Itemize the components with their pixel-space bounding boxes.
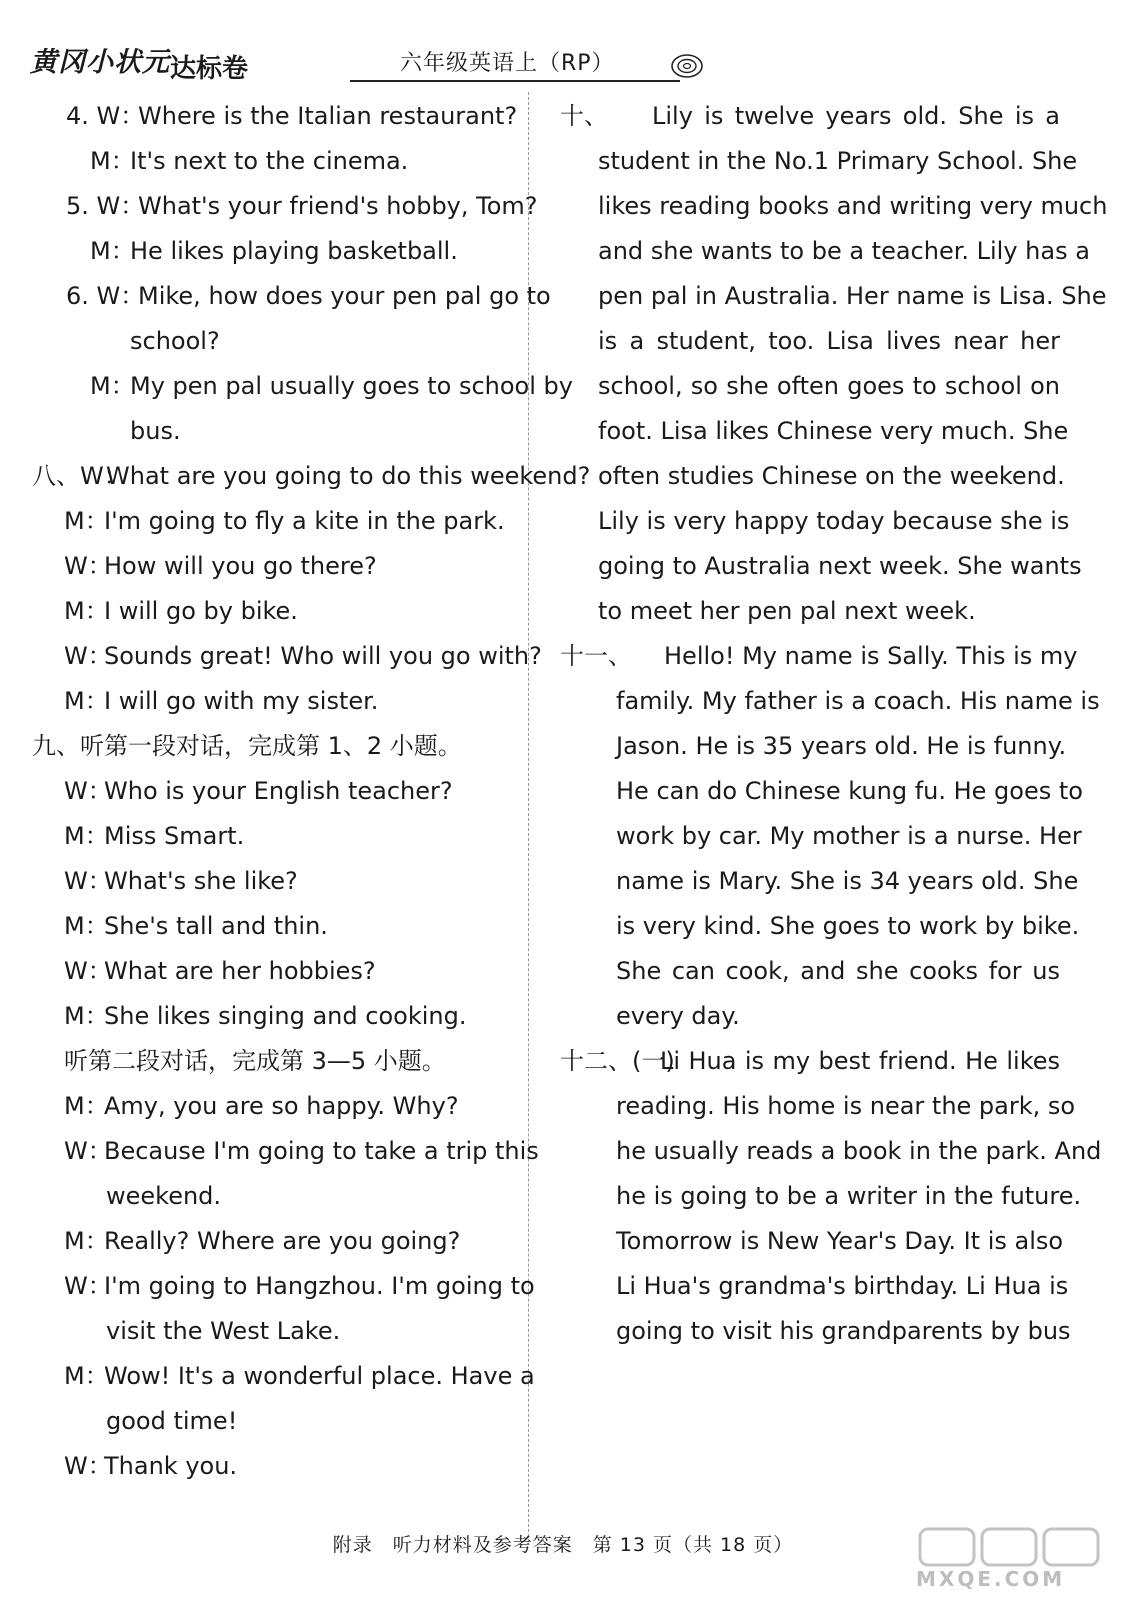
right-line bbox=[560, 94, 1060, 139]
line-text: school? bbox=[130, 327, 220, 355]
line-text: I'm going to Hangzhou. I'm going to bbox=[104, 1272, 535, 1300]
speaker-label: W： bbox=[64, 1137, 112, 1165]
brand-subtitle: 达标卷 bbox=[170, 54, 249, 84]
line-text: He can do Chinese kung fu. He goes to bbox=[616, 777, 1083, 805]
line-text: Li Hua's grandma's birthday. Li Hua is bbox=[616, 1272, 1069, 1300]
speaker-label: M： bbox=[64, 1002, 109, 1030]
left-line bbox=[32, 364, 573, 409]
speaker-label: W： bbox=[64, 552, 112, 580]
line-text: Wow! It's a wonderful place. Have a bbox=[104, 1362, 535, 1390]
line-text: Who is your English teacher? bbox=[104, 777, 453, 805]
right-line bbox=[560, 769, 1083, 814]
right-line bbox=[560, 589, 1060, 634]
right-line bbox=[560, 319, 1060, 364]
right-line bbox=[560, 634, 1078, 679]
line-text: My pen pal usually goes to school by bbox=[130, 372, 573, 400]
speaker-label: M： bbox=[64, 1362, 109, 1390]
right-line bbox=[560, 364, 1060, 409]
right-line bbox=[560, 1084, 1076, 1129]
speaker-label: M： bbox=[90, 237, 135, 265]
speaker-label: M： bbox=[64, 597, 109, 625]
watermark-logo bbox=[916, 1525, 1106, 1595]
line-text: Thank you. bbox=[104, 1452, 238, 1480]
line-text: visit the West Lake. bbox=[106, 1317, 341, 1345]
line-text: 九、听第一段对话，完成第 1、2 小题。 bbox=[32, 732, 462, 760]
left-line bbox=[32, 229, 522, 274]
left-line bbox=[32, 1219, 522, 1264]
line-text: Li Hua is my best friend. He likes bbox=[660, 1047, 1060, 1075]
left-line bbox=[32, 319, 522, 364]
left-line bbox=[32, 589, 522, 634]
speaker-label: 十、 bbox=[560, 102, 608, 130]
line-text: every day. bbox=[616, 1002, 740, 1030]
speaker-label: W： bbox=[64, 957, 112, 985]
left-line bbox=[32, 1264, 535, 1309]
right-line bbox=[560, 994, 1060, 1039]
line-text: Where is the Italian restaurant? bbox=[138, 102, 518, 130]
left-line bbox=[32, 499, 522, 544]
left-line bbox=[32, 454, 591, 499]
left-line bbox=[32, 1399, 522, 1444]
speaker-label: M： bbox=[64, 1092, 109, 1120]
line-text: good time! bbox=[106, 1407, 238, 1435]
line-text: is very kind. She goes to work by bike. bbox=[616, 912, 1080, 940]
speaker-label: M： bbox=[90, 372, 135, 400]
right-line bbox=[560, 544, 1082, 589]
left-line bbox=[32, 994, 522, 1039]
speaker-label: 十二、(一) bbox=[560, 1047, 675, 1075]
right-line bbox=[560, 814, 1082, 859]
speaker-label: M： bbox=[64, 1227, 109, 1255]
line-text: and she wants to be a teacher. Lily has a bbox=[598, 237, 1090, 265]
line-text: Hello! My name is Sally. This is my bbox=[664, 642, 1078, 670]
line-text: Sounds great! Who will you go with? bbox=[104, 642, 542, 670]
speaker-label: W： bbox=[64, 1272, 112, 1300]
right-line bbox=[560, 1129, 1102, 1174]
line-text: work by car. My mother is a nurse. Her bbox=[616, 822, 1082, 850]
line-text: I will go by bike. bbox=[104, 597, 298, 625]
line-text: to meet her pen pal next week. bbox=[598, 597, 976, 625]
speaker-label: M： bbox=[64, 507, 109, 535]
line-text: going to visit his grandparents by bus bbox=[616, 1317, 1071, 1345]
speaker-label: 5. W： bbox=[66, 192, 145, 220]
line-text: likes reading books and writing very much bbox=[598, 192, 1108, 220]
speaker-label: 十一、 bbox=[560, 642, 632, 670]
left-line bbox=[32, 94, 522, 139]
brand-logo: 黄冈小状元 bbox=[30, 47, 170, 78]
left-column bbox=[32, 94, 591, 1489]
speaker-label: W： bbox=[64, 642, 112, 670]
left-line bbox=[32, 679, 522, 724]
line-text: Really? Where are you going? bbox=[104, 1227, 461, 1255]
speaker-label: M： bbox=[64, 687, 109, 715]
line-text: bus. bbox=[130, 417, 181, 445]
right-column bbox=[560, 94, 1108, 1354]
line-text: often studies Chinese on the weekend. bbox=[598, 462, 1065, 490]
right-line bbox=[560, 274, 1107, 319]
left-line bbox=[32, 904, 522, 949]
line-text: is a student, too. Lisa lives near her bbox=[598, 327, 1060, 355]
left-line bbox=[32, 139, 522, 184]
speaker-label: W： bbox=[64, 1452, 112, 1480]
line-text: Amy, you are so happy. Why? bbox=[104, 1092, 459, 1120]
line-text: What's your friend's hobby, Tom? bbox=[138, 192, 538, 220]
page-footer: 附录 听力材料及参考答案 第 13 页（共 18 页） bbox=[332, 1534, 794, 1556]
right-line bbox=[560, 184, 1108, 229]
right-line bbox=[560, 139, 1078, 184]
speaker-label: 八、W： bbox=[32, 462, 128, 490]
speaker-label: M： bbox=[64, 822, 109, 850]
line-text: She can cook, and she cooks for us bbox=[616, 957, 1060, 985]
line-text: How will you go there? bbox=[104, 552, 377, 580]
line-text: student in the No.1 Primary School. She bbox=[598, 147, 1078, 175]
watermark-stamp-icon bbox=[916, 1525, 1106, 1569]
right-line bbox=[560, 229, 1090, 274]
line-text: reading. His home is near the park, so bbox=[616, 1092, 1076, 1120]
line-text: Lily is twelve years old. She is a bbox=[652, 102, 1060, 130]
line-text: foot. Lisa likes Chinese very much. She bbox=[598, 417, 1069, 445]
left-line bbox=[32, 1309, 522, 1354]
left-line bbox=[32, 409, 522, 454]
right-line bbox=[560, 1309, 1071, 1354]
left-line bbox=[32, 949, 522, 994]
right-line bbox=[560, 499, 1070, 544]
left-line bbox=[32, 1084, 522, 1129]
line-text: Lily is very happy today because she is bbox=[598, 507, 1070, 535]
left-line bbox=[32, 544, 522, 589]
header-title: 六年级英语上（RP） bbox=[400, 51, 615, 76]
watermark-text: MXQE.COM bbox=[916, 1567, 1066, 1591]
line-text: he is going to be a writer in the future. bbox=[616, 1182, 1082, 1210]
right-line bbox=[560, 454, 1065, 499]
page-header bbox=[30, 40, 690, 90]
line-text: It's next to the cinema. bbox=[130, 147, 409, 175]
speaker-label: W： bbox=[64, 867, 112, 895]
speaker-label: 6. W： bbox=[66, 282, 145, 310]
left-line bbox=[32, 1354, 535, 1399]
right-line bbox=[560, 1174, 1082, 1219]
left-line bbox=[32, 634, 542, 679]
line-text: pen pal in Australia. Her name is Lisa. She bbox=[598, 282, 1107, 310]
left-line bbox=[32, 769, 522, 814]
line-text: I'm going to fly a kite in the park. bbox=[104, 507, 505, 535]
left-line bbox=[32, 1444, 522, 1489]
header-rule bbox=[350, 80, 680, 82]
speaker-label: M： bbox=[90, 147, 135, 175]
speaker-label: 4. W： bbox=[66, 102, 145, 130]
line-text: He likes playing basketball. bbox=[130, 237, 458, 265]
line-text: Miss Smart. bbox=[104, 822, 245, 850]
left-line bbox=[32, 1129, 539, 1174]
line-text: What's she like? bbox=[104, 867, 298, 895]
left-line bbox=[32, 859, 522, 904]
left-line bbox=[32, 1174, 522, 1219]
speaker-label: M： bbox=[64, 912, 109, 940]
right-line bbox=[560, 1039, 1060, 1084]
line-text: She's tall and thin. bbox=[104, 912, 328, 940]
right-line bbox=[560, 409, 1069, 454]
line-text: family. My father is a coach. His name is bbox=[616, 687, 1100, 715]
line-text: Tomorrow is New Year's Day. It is also bbox=[616, 1227, 1064, 1255]
swirl-ornament-icon bbox=[670, 52, 704, 80]
line-text: he usually reads a book in the park. And bbox=[616, 1137, 1102, 1165]
line-text: Mike, how does your pen pal go to bbox=[138, 282, 551, 310]
line-text: going to Australia next week. She wants bbox=[598, 552, 1082, 580]
line-text: 听第二段对话，完成第 3—5 小题。 bbox=[64, 1047, 446, 1075]
right-line bbox=[560, 724, 1067, 769]
line-text: school, so she often goes to school on bbox=[598, 372, 1060, 400]
left-line bbox=[32, 1039, 522, 1084]
line-text: I will go with my sister. bbox=[104, 687, 379, 715]
left-line bbox=[32, 724, 522, 769]
line-text: Jason. He is 35 years old. He is funny. bbox=[616, 732, 1067, 760]
right-line bbox=[560, 679, 1100, 724]
right-line bbox=[560, 949, 1060, 994]
line-text: name is Mary. She is 34 years old. She bbox=[616, 867, 1079, 895]
left-line bbox=[32, 184, 538, 229]
line-text: She likes singing and cooking. bbox=[104, 1002, 467, 1030]
right-line bbox=[560, 904, 1080, 949]
speaker-label: W： bbox=[64, 777, 112, 805]
left-line bbox=[32, 814, 522, 859]
line-text: weekend. bbox=[106, 1182, 222, 1210]
right-line bbox=[560, 859, 1079, 904]
right-line bbox=[560, 1219, 1064, 1264]
right-line bbox=[560, 1264, 1069, 1309]
line-text: Because I'm going to take a trip this bbox=[104, 1137, 539, 1165]
line-text: What are her hobbies? bbox=[104, 957, 376, 985]
line-text: What are you going to do this weekend? bbox=[106, 462, 591, 490]
left-line bbox=[32, 274, 551, 319]
